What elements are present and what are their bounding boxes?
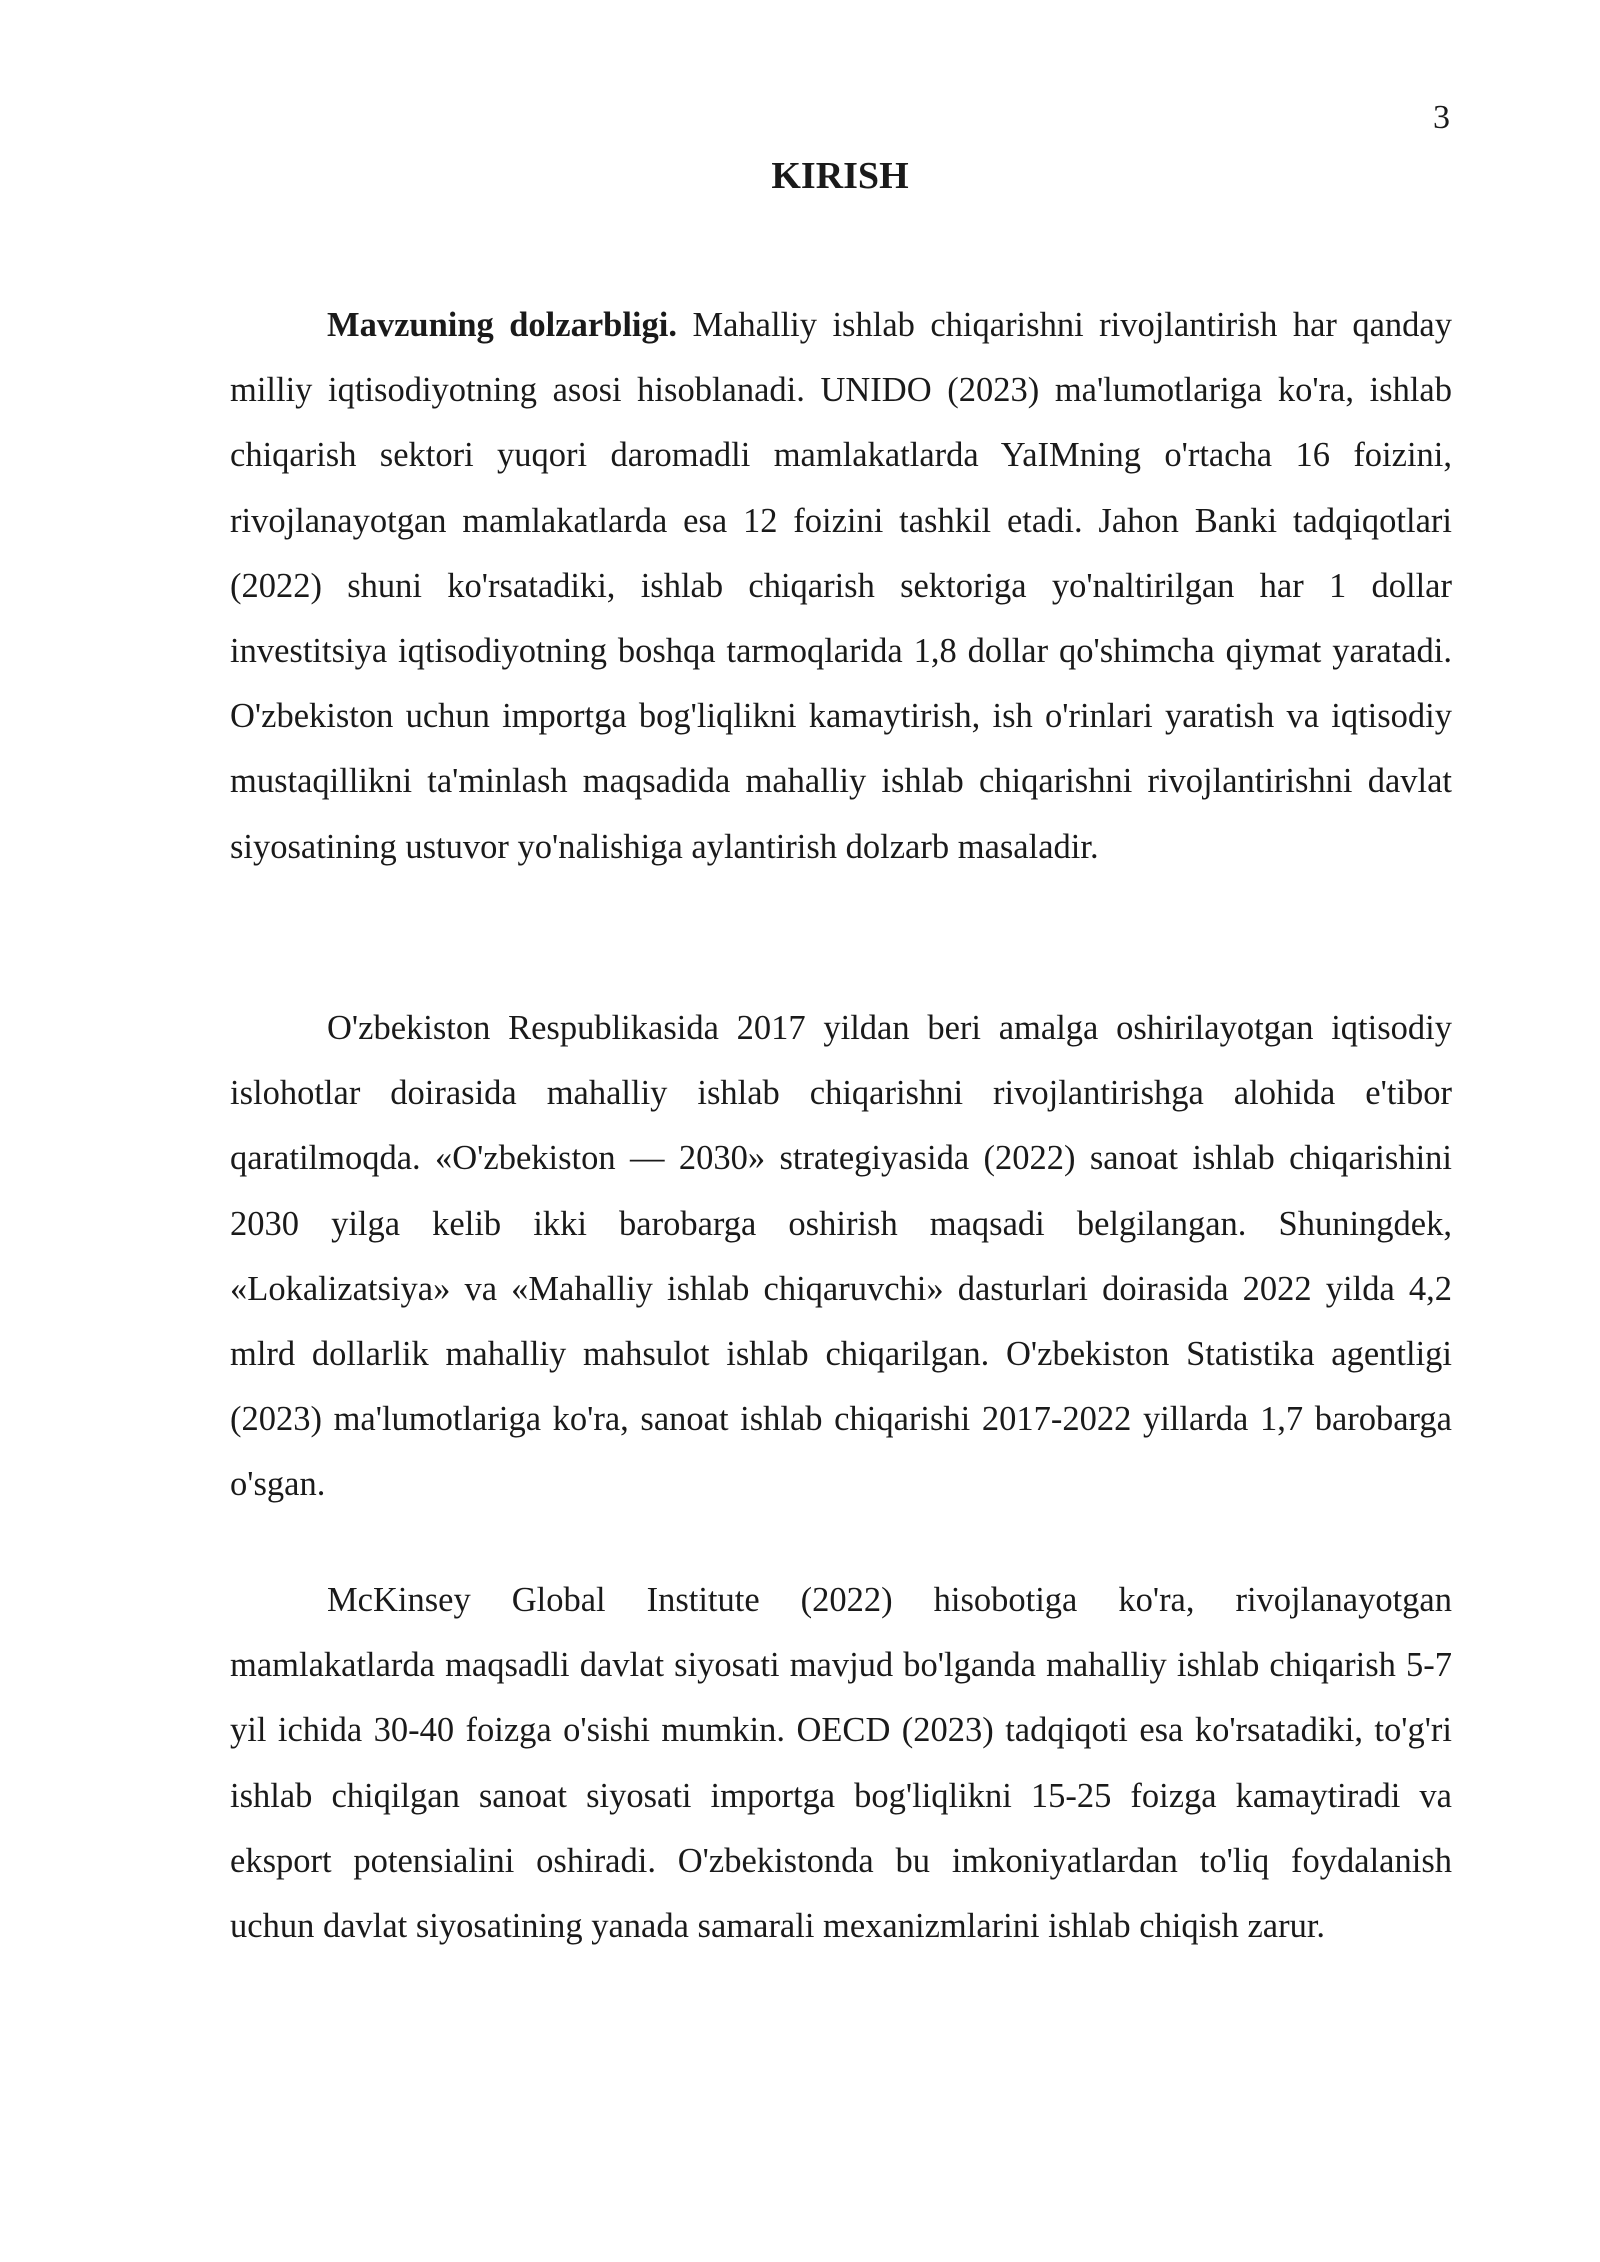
paragraph-reforms <box>230 996 1452 1518</box>
paragraph-research <box>230 1568 1452 1959</box>
paragraph-text <box>230 293 1452 880</box>
paragraph-text: O'zbekiston Respublikasida 2017 yildan beri amalga oshirilayotgan iqtisodiy islohotlar doirasida mahalliy ishlab chiqarishni rivojlantirishga alohida e'tibor qaratilmoqda. «O'zbekiston — 2030» strategiyasida (2022) sanoat ishlab chiqarishini 2030 yilga kelib ikki barobarga oshirish maqsadi belgilangan. Shuningdek, «Lokalizatsiya» va «Mahalliy ishlab chiqaruvchi» dasturlari doirasida 2022 yilda 4,2 mlrd dollarlik mahalliy mahsulot ishlab chiqarilgan. O'zbekiston Statistika agentligi (2023) ma'lumotlariga ko'ra, sanoat ishlab chiqarishi 2017-2022 yillarda 1,7 barobarga o'sgan. <box>230 1009 1452 1504</box>
paragraph-text: McKinsey Global Institute (2022) hisobotiga ko'ra, rivojlanayotgan mamlakatlarda maqsadli davlat siyosati mavjud bo'lganda mahalliy ishlab chiqarish 5-7 yil ichida 30-40 foizga o'sishi mumkin. OECD (2023) tadqiqoti esa ko'rsatadiki, to'g'ri ishlab chiqilgan sanoat siyosati importga bog'liqlikni 15-25 foizga kamaytiradi va eksport potensialini oshiradi. O'zbekistonda bu imkoniyatlardan to'liq foydalanish uchun davlat siyosatining yanada samarali mexanizmlarini ishlab chiqish zarur. <box>230 1581 1452 1946</box>
paragraph-lead: Mavzuning dolzarbligi. <box>327 306 677 344</box>
paragraph-relevance <box>230 293 1452 880</box>
page-number: 3 <box>1433 99 1450 136</box>
section-heading: KIRISH <box>771 155 909 197</box>
paragraph-body: Mahalliy ishlab chiqarishni rivojlantirish har qanday milliy iqtisodiyotning asosi hisoblanadi. UNIDO (2023) ma'lumotlariga ko'ra, ishlab chiqarish sektori yuqori daromadli mamlakatlarda YaIMning o'rtacha 16 foizini, rivojlanayotgan mamlakatlarda esa 12 foizini tashkil etadi. Jahon Banki tadqiqotlari (2022) shuni ko'rsatadiki, ishlab chiqarish sektoriga yo'naltirilgan har 1 dollar investitsiya iqtisodiyotning boshqa tarmoqlarida 1,8 dollar qo'shimcha qiymat yaratadi. O'zbekiston uchun importga bog'liqlikni kamaytirish, ish o'rinlari yaratish va iqtisodiy mustaqillikni ta'minlash maqsadida mahalliy ishlab chiqarishni rivojlantirishni davlat siyosatining ustuvor yo'nalishiga aylantirish dolzarb masaladir. <box>230 306 1452 866</box>
